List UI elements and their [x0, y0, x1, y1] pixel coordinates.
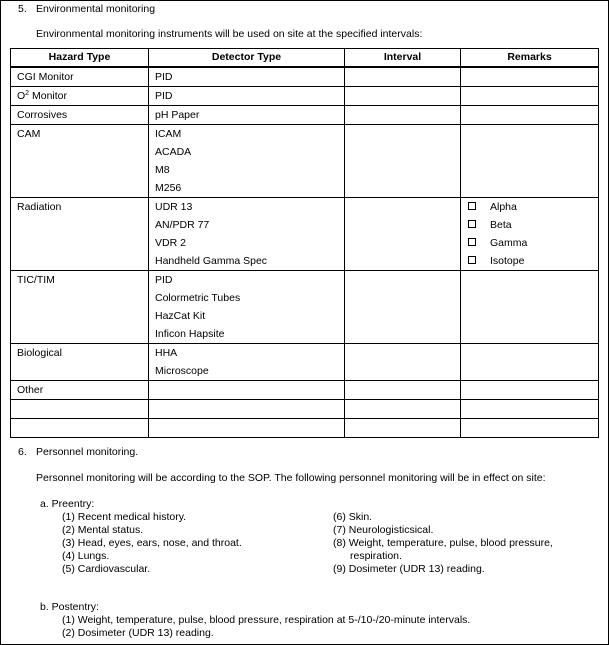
detector-item: pH Paper: [155, 109, 200, 121]
detector-item: Handheld Gamma Spec: [155, 255, 268, 267]
detector-item: PID: [155, 71, 173, 83]
section-5-title: Environmental monitoring: [36, 3, 156, 15]
interval-cell: [345, 198, 461, 271]
list-item-continuation: respiration.: [350, 550, 402, 562]
hazard-cell: [11, 198, 149, 271]
list-item: (4) Lungs.: [62, 550, 110, 562]
detector-item: Colormetric Tubes: [155, 292, 241, 304]
hazard-cell: [11, 67, 149, 87]
checkbox-icon[interactable]: [468, 256, 476, 264]
hazard-label: CAM: [17, 128, 41, 140]
hazard-label: Radiation: [17, 201, 62, 213]
detector-item: VDR 2: [155, 237, 186, 249]
detector-item: AN/PDR 77: [155, 219, 210, 231]
header-detector-type: Detector Type: [149, 49, 345, 68]
header-hazard-type: Hazard Type: [11, 49, 149, 68]
remark-option-alpha: [461, 198, 598, 216]
detector-item: M256: [155, 182, 182, 194]
postentry-label: b. Postentry:: [40, 601, 99, 613]
hazard-cell: [11, 87, 149, 106]
detector-item: PID: [155, 274, 173, 286]
section-5-intro: Environmental monitoring instruments will be used on site at the specified intervals:: [36, 28, 423, 40]
section-6-number: 6.: [18, 446, 27, 458]
list-item: (3) Head, eyes, ears, nose, and throat.: [62, 537, 242, 549]
hazard-label-o: O: [17, 90, 26, 102]
section-5-number: 5.: [18, 3, 27, 15]
table-row-tic-tim: [11, 271, 599, 344]
detector-item: HHA: [155, 347, 178, 359]
list-item: (5) Cardiovascular.: [62, 563, 151, 575]
table-row-blank: [11, 419, 599, 438]
table-row-radiation: [11, 198, 599, 271]
detector-item: Microscope: [155, 365, 209, 377]
table-header-row: [11, 49, 599, 68]
list-item: (6) Skin.: [333, 511, 373, 523]
hazard-cell: [11, 125, 149, 198]
header-remarks: Remarks: [461, 49, 599, 68]
checkbox-icon[interactable]: [468, 202, 476, 210]
detector-cell: [149, 271, 345, 344]
list-item: (1) Recent medical history.: [62, 511, 187, 523]
interval-cell: [345, 344, 461, 381]
remark-option-isotope: [461, 252, 598, 270]
hazard-cell: [11, 106, 149, 125]
remarks-cell: [461, 125, 599, 198]
preentry-label: a. Preentry:: [40, 498, 95, 510]
remark-label: Beta: [490, 219, 512, 231]
environmental-monitoring-table: [10, 48, 599, 438]
hazard-label: CGI Monitor: [17, 71, 74, 83]
table-row-cgi-monitor: [11, 67, 599, 87]
remarks-cell: [461, 381, 599, 400]
remark-option-beta: [461, 216, 598, 234]
table-row-o2-monitor: [11, 87, 599, 106]
remark-option-gamma: [461, 234, 598, 252]
remarks-cell: [461, 67, 599, 87]
header-interval: Interval: [345, 49, 461, 68]
detector-item: ICAM: [155, 128, 182, 140]
section-6-title: Personnel monitoring.: [36, 446, 139, 458]
hazard-cell: [11, 271, 149, 344]
hazard-label: [11, 87, 148, 105]
checkbox-icon[interactable]: [468, 220, 476, 228]
detector-cell: [149, 87, 345, 106]
table-row-corrosives: [11, 106, 599, 125]
remark-label: Alpha: [490, 201, 517, 213]
remarks-cell: [461, 198, 599, 271]
hazard-cell: [11, 381, 149, 400]
detector-cell: [149, 125, 345, 198]
postentry-list: [62, 614, 470, 640]
detector-item: ACADA: [155, 146, 192, 158]
interval-cell: [345, 106, 461, 125]
detector-cell: [149, 198, 345, 271]
table-row-other: [11, 381, 599, 400]
hazard-label-monitor: Monitor: [29, 90, 68, 102]
hazard-label: Biological: [17, 347, 62, 359]
remarks-cell: [461, 106, 599, 125]
preentry-list-left: [62, 511, 242, 576]
interval-cell: [345, 125, 461, 198]
hazard-label-subscript: 2: [25, 90, 30, 97]
hazard-cell: [11, 344, 149, 381]
remark-label: Isotope: [490, 255, 525, 267]
hazard-label: Corrosives: [17, 109, 68, 121]
interval-cell: [345, 67, 461, 87]
detector-item: HazCat Kit: [155, 310, 206, 322]
list-item: (1) Weight, temperature, pulse, blood pressure, respiration at 5-/10-/20-minute intervals.: [62, 614, 471, 626]
detector-cell: [149, 344, 345, 381]
list-item: (7) Neurologisticsical.: [333, 524, 434, 536]
interval-cell: [345, 87, 461, 106]
table-row-cam: [11, 125, 599, 198]
interval-cell: [345, 271, 461, 344]
remarks-cell: [461, 87, 599, 106]
hazard-label: TIC/TIM: [17, 274, 55, 286]
list-item: (2) Mental status.: [62, 524, 144, 536]
list-item: (9) Dosimeter (UDR 13) reading.: [333, 563, 485, 575]
detector-item: PID: [155, 90, 173, 102]
remarks-cell: [461, 271, 599, 344]
list-item: (8) Weight, temperature, pulse, blood pressure,: [333, 537, 553, 549]
hazard-label: Other: [17, 384, 44, 396]
remark-label: Gamma: [490, 237, 528, 249]
interval-cell: [345, 381, 461, 400]
detector-cell: [149, 106, 345, 125]
table-row-biological: [11, 344, 599, 381]
section-6-intro: Personnel monitoring will be according to the SOP. The following personnel monitoring will be in effect on site:: [36, 472, 546, 484]
checkbox-icon[interactable]: [468, 238, 476, 246]
detector-item: UDR 13: [155, 201, 193, 213]
detector-cell: [149, 381, 345, 400]
detector-item: Inficon Hapsite: [155, 328, 225, 340]
remarks-cell: [461, 344, 599, 381]
detector-item: M8: [155, 164, 170, 176]
list-item: (2) Dosimeter (UDR 13) reading.: [62, 627, 214, 639]
detector-cell: [149, 67, 345, 87]
table-row-blank: [11, 400, 599, 419]
preentry-list-right: [333, 511, 553, 576]
